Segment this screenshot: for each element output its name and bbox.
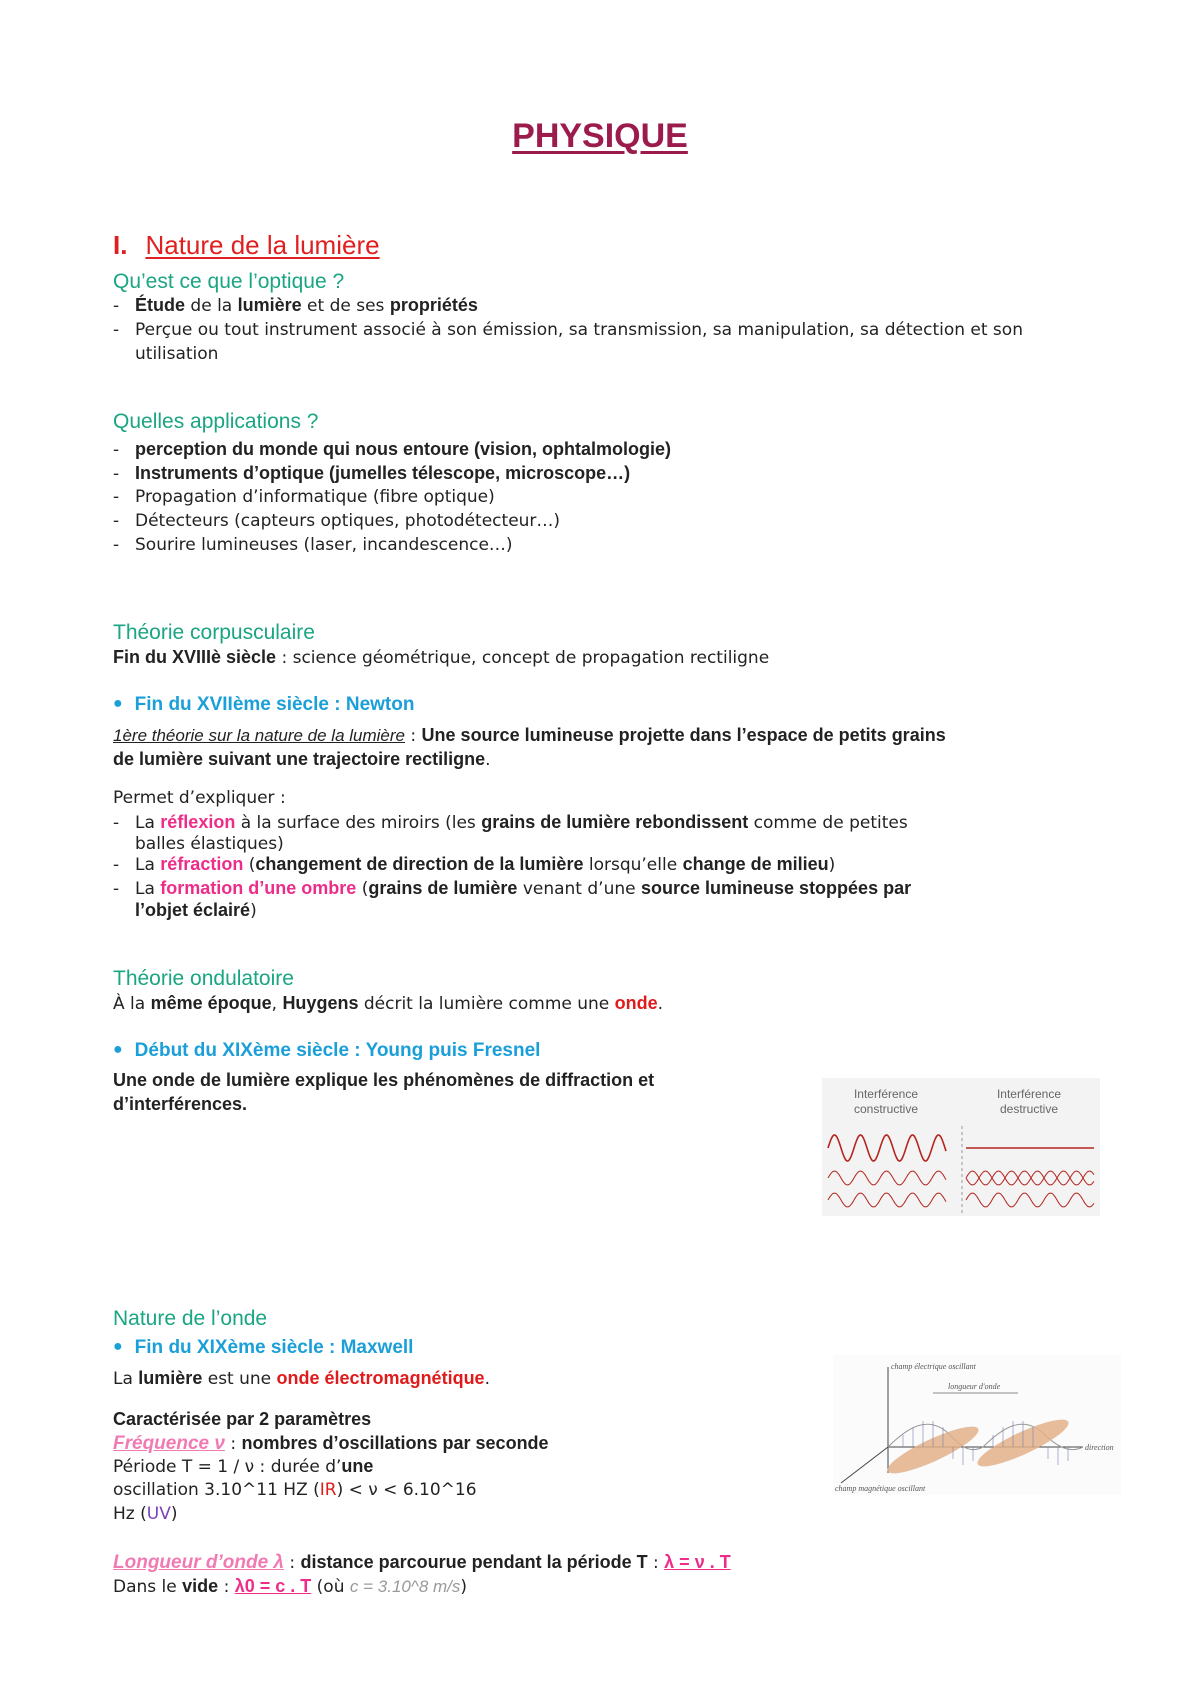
text: La (135, 855, 161, 875)
text-bold: lumière (237, 295, 302, 315)
label-direction: direction (1085, 1443, 1114, 1452)
text-bold: Étude (135, 295, 186, 315)
heading-ondulatoire: Théorie ondulatoire (113, 967, 294, 990)
text: oscillation 3.10^11 HZ ( (113, 1480, 320, 1500)
list-item-continued (135, 898, 257, 923)
text: La (135, 879, 161, 899)
text-highlight: réfraction (160, 854, 244, 874)
interference-figure (822, 1078, 1100, 1216)
text-bold: Instruments d’optique (jumelles télescope, microscope…) (135, 463, 631, 483)
label-wavelength: longueur d'onde (948, 1382, 1001, 1391)
text: venant d’une (517, 879, 641, 899)
text: : (224, 1434, 242, 1454)
text-highlight: onde (614, 993, 658, 1013)
text-italic: 1ère théorie sur la nature de la lumière (113, 726, 405, 745)
text-bold: change de milieu (682, 854, 829, 874)
text-highlight: Longueur d’onde λ (113, 1552, 284, 1573)
subheading-newton (113, 694, 414, 716)
optique-line-2: - Perçue ou tout instrument associé à son émission, sa transmission, sa manipulation, sa détection et son (113, 320, 1023, 340)
nature-osc (113, 1478, 477, 1502)
heading-optique: Qu’est ce que l’optique ? (113, 270, 345, 293)
text: : (284, 1553, 301, 1573)
label-electric: champ électrique oscillant (891, 1362, 976, 1371)
nature-line-1 (113, 1366, 490, 1391)
corpus-para-2 (113, 747, 491, 772)
text: ) (170, 1504, 178, 1524)
text: Dans le (113, 1577, 183, 1597)
text: (où (311, 1577, 350, 1597)
text: , (271, 994, 283, 1014)
text-uv: UV (146, 1504, 171, 1524)
optique-line-2b: utilisation (135, 344, 219, 364)
text-bold: lumière (138, 1368, 203, 1388)
text: Période T = 1 / ν : durée d’ (113, 1457, 342, 1477)
text: Détecteurs (capteurs optiques, photodétecteur…) (135, 511, 561, 531)
text-bold: Une source lumineuse projette dans l’espace de petits grains (421, 725, 946, 745)
text-bold: l’objet éclairé (135, 900, 251, 920)
text: de la (185, 296, 238, 316)
heading-corpusculaire: Théorie corpusculaire (113, 621, 315, 644)
ondul-para-1 (113, 1068, 654, 1093)
text-bold: changement de direction de la lumière (255, 854, 584, 874)
nature-freq (113, 1431, 549, 1456)
ondul-line-1 (113, 991, 663, 1016)
text: comme de petites (748, 813, 908, 833)
text-highlight: onde électromagnétique (276, 1368, 485, 1388)
text-bold: nombres d’oscillations par seconde (241, 1433, 549, 1453)
nature-carac (113, 1407, 371, 1432)
label-destructive-2: destructive (999, 1102, 1059, 1116)
text: Fin du XVIIème siècle : Newton (134, 694, 415, 715)
text: : (218, 1577, 235, 1597)
text: La (113, 1369, 139, 1389)
text-bold: Caractérisée par 2 paramètres (113, 1409, 372, 1429)
list-item: - Instruments d’optique (jumelles télescope, microscope…) (113, 463, 631, 484)
text: Début du XIXème siècle : Young puis Fresnel (134, 1040, 541, 1061)
text: Propagation d’informatique (fibre optique) (135, 487, 495, 507)
list-item: - La formation d’une ombre (grains de lumière venant d’une source lumineuse stoppées par (113, 878, 912, 899)
list-item: - Propagation d’informatique (fibre optique) (113, 487, 495, 507)
section-number: I. (113, 230, 128, 260)
text: ) < ν < 6.10^16 (336, 1480, 477, 1500)
text-bold: Fin du XVIIIè siècle (113, 647, 277, 667)
text: et de ses (301, 296, 390, 316)
bullet-icon: ● (113, 695, 123, 712)
nature-vide (113, 1574, 467, 1599)
text: Fin du XIXème siècle : Maxwell (134, 1337, 414, 1358)
heading-applications: Quelles applications ? (113, 410, 319, 433)
ondul-para-2 (113, 1092, 247, 1117)
formula: λ = ν . T (664, 1552, 731, 1572)
text: ( (356, 879, 369, 899)
text: lorsqu’elle (583, 855, 683, 875)
list-item: - La réflexion à la surface des miroirs (les grains de lumière rebondissent comme de petites (113, 812, 908, 833)
text-bold: perception du monde qui nous entoure (vision, ophtalmologie) (135, 439, 672, 459)
formula: λ0 = c . T (234, 1576, 312, 1596)
text: . (485, 750, 491, 770)
text-ir: IR (319, 1480, 337, 1500)
subheading-young (113, 1040, 540, 1062)
optique-line-1: - Étude de la lumière et de ses propriétés (113, 295, 478, 316)
heading-nature-onde: Nature de l’onde (113, 1307, 268, 1330)
text-bold: grains de lumière (368, 878, 518, 898)
list-item: - Détecteurs (capteurs optiques, photodétecteur…) (113, 511, 561, 531)
text-bold: Une onde de lumière explique les phénomènes de diffraction et (113, 1070, 655, 1090)
text-bold: une (341, 1456, 374, 1476)
label-constructive-2: constructive (853, 1102, 919, 1116)
text: à la surface des miroirs (les (235, 813, 482, 833)
text-highlight: Fréquence ν (113, 1433, 225, 1454)
text-bold: grains de lumière rebondissent (481, 812, 749, 832)
text: La (135, 813, 161, 833)
bullet-icon: ● (113, 1338, 123, 1355)
text: : (647, 1553, 665, 1573)
section-title: Nature de la lumière (145, 230, 380, 260)
label-constructive-1: Interférence (853, 1087, 919, 1101)
text-bold: vide (182, 1576, 219, 1596)
list-item: - Sourire lumineuses (laser, incandescence…) (113, 535, 513, 555)
text-bold: même époque (150, 993, 272, 1013)
text: ) (250, 901, 257, 921)
text-bold: de lumière suivant une trajectoire rectiligne (113, 749, 486, 769)
text-highlight: formation d’une ombre (160, 878, 357, 898)
text-bold: Huygens (282, 993, 359, 1013)
nature-longueur (113, 1550, 731, 1575)
text: Sourire lumineuses (laser, incandescence…) (135, 535, 513, 555)
list-item: - perception du monde qui nous entoure (vision, ophtalmologie) (113, 439, 672, 460)
list-item-continued: balles élastiques) (135, 834, 284, 854)
text-bold: distance parcourue pendant la période T (300, 1552, 648, 1572)
em-wave-figure (833, 1355, 1121, 1495)
text: est une (202, 1369, 277, 1389)
text: ( (243, 855, 256, 875)
section-heading (113, 230, 380, 261)
text-bold: source lumineuse stoppées par (641, 878, 912, 898)
nature-hz (113, 1502, 177, 1526)
text-bold: propriétés (389, 295, 478, 315)
label-destructive-1: Interférence (996, 1087, 1062, 1101)
text: . (657, 994, 664, 1014)
corpus-permet: Permet d’expliquer : (113, 788, 286, 808)
text-bold: d’interférences. (113, 1094, 248, 1114)
corpus-line-1 (113, 645, 769, 670)
text: : (405, 726, 422, 746)
subheading-maxwell (113, 1337, 413, 1359)
list-item: - La réfraction (changement de direction de la lumière lorsqu’elle change de milieu) (113, 854, 836, 875)
corpus-para-1 (113, 723, 946, 748)
text: ) (828, 855, 836, 875)
text: : science géométrique, concept de propagation rectiligne (276, 648, 770, 668)
page-title: PHYSIQUE (512, 117, 688, 155)
text: À la (113, 994, 151, 1014)
text: ) (460, 1577, 468, 1597)
text: décrit la lumière comme une (358, 994, 615, 1014)
bullet-icon: ● (113, 1041, 123, 1058)
text: Hz ( (113, 1504, 147, 1524)
text-highlight: réflexion (160, 812, 236, 832)
text-italic: c = 3.10^8 m/s (349, 1577, 461, 1596)
text: . (484, 1369, 490, 1389)
text: Perçue ou tout instrument associé à son émission, sa transmission, sa manipulation, sa détection et son (135, 320, 1023, 340)
label-magnetic: champ magnétique oscillant (835, 1484, 926, 1493)
nature-periode (113, 1454, 373, 1479)
